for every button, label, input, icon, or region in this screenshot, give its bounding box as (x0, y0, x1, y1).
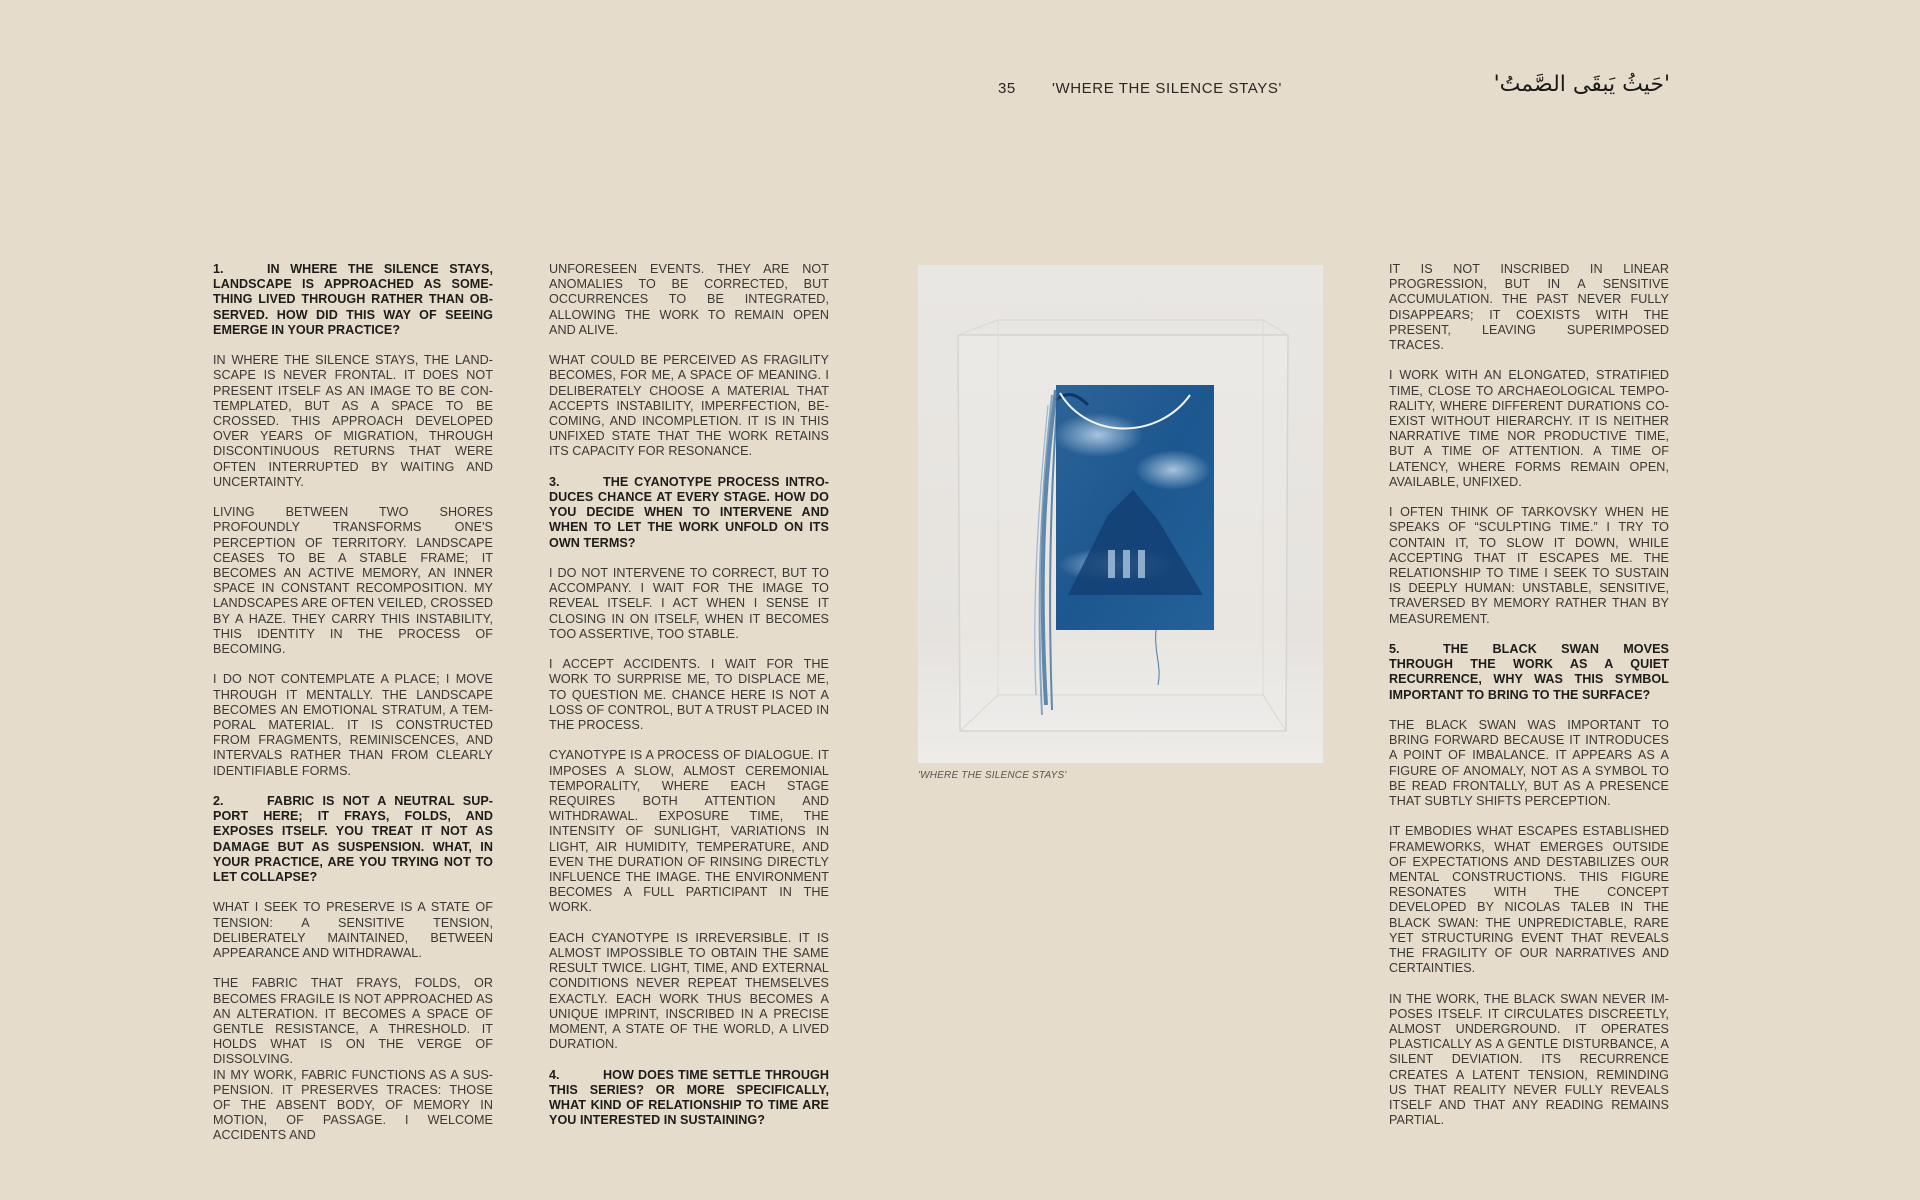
answer-paragraph: IN WHERE THE SILENCE STAYS, THE LANDSCAPE IS NEVER FRONTAL. IT DOES NOT PRESENT ITSELF AS AN IMAGE TO BE CONTEMPLATED, BUT AS A SPACE TO BE CROSSED. THIS APPROACH DEVELOPED OVER YEARS OF MIGRATION, THROUGH DISCONTINUOUS RETURNS THAT WERE OFTEN INTERRUPTED BY WAITING AND UNCERTAINTY. (213, 353, 493, 489)
text-column-3 (1389, 262, 1669, 1144)
answer-paragraph: I OFTEN THINK OF TARKOVSKY WHEN HE SPEAKS OF “SCULPTING TIME.” I TRY TO CONTAIN IT, TO SLOW IT DOWN, WHILE ACCEPTING THAT IT ESCAPES ME. THE RELATIONSHIP TO TIME I SEEK TO SUSTAIN IS DEEPLY HUMAN: UNSTABLE, SENSITIVE, TRAVERSED BY MEMORY RATHER THAN BY MEASUREMENT. (1389, 505, 1669, 626)
answer-paragraph: I DO NOT INTERVENE TO CORRECT, BUT TO ACCOMPANY. I WAIT FOR THE IMAGE TO REVEAL ITSELF. I ACT WHEN I SENSE IT CLOSING IN ON ITSELF, WHEN IT BECOMES TOO ASSERTIVE, TOO STABLE. (549, 566, 829, 641)
question-text: IN WHERE THE SILENCE STAYS, LANDSCAPE IS APPROACHED AS SOMETHING LIVED THROUGH RATHER THAN OBSERVED. HOW DID THIS WAY OF SEEING EMERGE IN YOUR PRACTICE? (213, 262, 493, 337)
answer-paragraph: THE FABRIC THAT FRAYS, FOLDS, OR BECOMES FRAGILE IS NOT APPROACHED AS AN ALTERATION. IT BECOMES A SPACE OF GENTLE RESISTANCE, A THRESHOLD. IT HOLDS WHAT IS ON THE VERGE OF DISSOLVING. (213, 976, 493, 1067)
question-text: FABRIC IS NOT A NEUTRAL SUPPORT HERE; IT FRAYS, FOLDS, AND EXPOSES ITSELF. YOU TREAT IT NOT AS DAMAGE BUT AS SUSPENSION. WHAT, IN YOUR PRACTICE, ARE YOU TRYING NOT TO LET COLLAPSE? (213, 794, 493, 885)
answer-paragraph: THE BLACK SWAN WAS IMPORTANT TO BRING FORWARD BECAUSE IT INTRODUCES A POINT OF IMBALANCE. IT APPEARS AS A FIGURE OF ANOMALY, NOT AS A SYMBOL TO BE READ FRONTALLY, BUT AS A PRESENCE THAT SUBTLY SHIFTS PERCEPTION. (1389, 718, 1669, 809)
question-number: 4. (549, 1067, 560, 1082)
cyanotype-cloud (1053, 413, 1143, 457)
answer-paragraph: IN THE WORK, THE BLACK SWAN NEVER IMPOSES ITSELF. IT CIRCULATES DISCREETLY, ALMOST UNDERGROUND. IT OPERATES PLASTICALLY AS A GENTLE DISTURBANCE, A SILENT DEVIATION. ITS RECURRENCE CREATES A LATENT TENSION, REMINDING US THAT REALITY NEVER FULLY REVEALS ITSELF AND THAT ANY READING REMAINS PARTIAL. (1389, 991, 1669, 1128)
answer-paragraph: I DO NOT CONTEMPLATE A PLACE; I MOVE THROUGH IT MENTALLY. THE LANDSCAPE BECOMES AN EMOTIONAL STRATUM, A TEMPORAL MATERIAL. IT IS CONSTRUCTED FROM FRAGMENTS, REMINISCENCES, AND INTERVALS RATHER THAN FROM CLEARLY IDENTIFIABLE FORMS. (213, 672, 493, 778)
figure-caption: 'WHERE THE SILENCE STAYS' (918, 770, 1067, 781)
answer-paragraph: EACH CYANOTYPE IS IRREVERSIBLE. IT IS ALMOST IMPOSSIBLE TO OBTAIN THE SAME RESULT TWICE. LIGHT, TIME, AND EXTERNAL CONDITIONS NEVER REPEAT THEMSELVES EXACTLY. EACH WORK THUS BECOMES A UNIQUE IMPRINT, INSCRIBED IN A PRECISE MOMENT, A STATE OF THE WORLD, A LIVED DURATION. (549, 930, 829, 1052)
cyanotype-column (1108, 550, 1115, 578)
question-4 (549, 1068, 829, 1129)
question-5 (1389, 642, 1669, 703)
answer-paragraph: UNFORESEEN EVENTS. THEY ARE NOT ANOMALIES TO BE CORRECTED, BUT OCCURRENCES TO BE INTEGRATED, ALLOWING THE WORK TO REMAIN OPEN AND ALIVE. (549, 262, 829, 337)
question-number: 1. (213, 262, 224, 276)
question-text: HOW DOES TIME SETTLE THROUGH THIS SERIES? OR MORE SPECIFICALLY, WHAT KIND OF RELATIONSHIP TO TIME ARE YOU INTERESTED IN SUSTAINING? (549, 1067, 829, 1128)
question-text: THE CYANOTYPE PROCESS INTRODUCES CHANCE AT EVERY STAGE. HOW DO YOU DECIDE WHEN TO INTERVENE AND WHEN TO LET THE WORK UNFOLD ON ITS OWN TERMS? (549, 474, 829, 550)
text-column-1 (213, 262, 493, 1159)
question-3 (549, 475, 829, 551)
answer-paragraph: I WORK WITH AN ELONGATED, STRATIFIED TIME, CLOSE TO ARCHAEOLOGICAL TEMPORALITY, WHERE DIFFERENT DURATIONS COEXIST WITHOUT HIERARCHY. IT IS NEITHER NARRATIVE TIME NOR PRODUCTIVE TIME, BUT A TIME OF ATTENTION. A TIME OF LATENCY, WHERE FORMS REMAIN OPEN, AVAILABLE, UNFIXED. (1389, 368, 1669, 489)
cyanotype-cloud (1135, 450, 1211, 490)
text-column-2 (549, 262, 829, 1144)
question-number: 3. (549, 474, 560, 489)
cyanotype-column (1123, 550, 1130, 578)
question-number: 5. (1389, 642, 1400, 657)
answer-paragraph: IN MY WORK, FABRIC FUNCTIONS AS A SUSPENSION. IT PRESERVES TRACES: THOSE OF THE ABSENT BODY, OF MEMORY IN MOTION, OF PASSAGE. I WELCOME ACCIDENTS AND (213, 1067, 493, 1143)
page-number: 35 (998, 80, 1016, 97)
question-number: 2. (213, 794, 224, 809)
answer-paragraph: IT IS NOT INSCRIBED IN LINEAR PROGRESSION, BUT IN A SENSITIVE ACCUMULATION. THE PAST NEVER FULLY DISAPPEARS; IT COEXISTS WITH THE PRESENT, LEAVING SUPERIMPOSED TRACES. (1389, 262, 1669, 353)
answer-paragraph: LIVING BETWEEN TWO SHORES PROFOUNDLY TRANSFORMS ONE'S PERCEPTION OF TERRITORY. LANDSCAPE CEASES TO BE A STABLE FRAME; IT BECOMES AN ACTIVE MEMORY, AN INNER SPACE IN CONSTANT RECOMPOSITION. MY LANDSCAPES ARE OFTEN VEILED, CROSSED BY A HAZE. THEY CARRY THIS INSTABILITY, THIS IDENTITY IN THE PROCESS OF BECOMING. (213, 505, 493, 657)
answer-paragraph: I ACCEPT ACCIDENTS. I WAIT FOR THE WORK TO SURPRISE ME, TO DISPLACE ME, TO QUESTION ME. CHANCE HERE IS NOT A LOSS OF CONTROL, BUT A TRUST PLACED IN THE PROCESS. (549, 657, 829, 733)
artwork-photo (918, 265, 1323, 763)
answer-paragraph: WHAT I SEEK TO PRESERVE IS A STATE OF TENSION: A SENSITIVE TENSION, DELIBERATELY MAINTAINED, BETWEEN APPEARANCE AND WITHDRAWAL. (213, 900, 493, 961)
arabic-title: 'حَيثُ يَبقَى الصَّمتُ' (1493, 72, 1670, 97)
answer-paragraph: IT EMBODIES WHAT ESCAPES ESTABLISHED FRAMEWORKS, WHAT EMERGES OUTSIDE OF EXPECTATIONS AND DESTABILIZES OUR MENTAL CONSTRUCTIONS. THIS FIGURE RESONATES WITH THE CONCEPT DEVELOPED BY NICOLAS TALEB IN THE BLACK SWAN: THE UNPREDICTABLE, RARE YET STRUCTURING EVENT THAT REVEALS THE FRAGILITY OF OUR NARRATIVES AND CERTAINTIES. (1389, 824, 1669, 976)
running-title: 'WHERE THE SILENCE STAYS' (1052, 80, 1282, 97)
cyanotype-column (1138, 550, 1145, 578)
answer-paragraph: WHAT COULD BE PERCEIVED AS FRAGILITY BECOMES, FOR ME, A SPACE OF MEANING. I DELIBERATELY CHOOSE A MATERIAL THAT ACCEPTS INSTABILITY, IMPERFECTION, BECOMING, AND INCOMPLETION. IT IS IN THIS UNFIXED STATE THAT THE WORK RETAINS ITS CAPACITY FOR RESONANCE. (549, 353, 829, 459)
question-2 (213, 794, 493, 885)
answer-paragraph: CYANOTYPE IS A PROCESS OF DIALOGUE. IT IMPOSES A SLOW, ALMOST CEREMONIAL TEMPORALITY, WHERE EACH STAGE REQUIRES BOTH ATTENTION AND WITHDRAWAL. EXPOSURE TIME, THE INTENSITY OF SUNLIGHT, VARIATIONS IN LIGHT, AIR HUMIDITY, TEMPERATURE, AND EVEN THE DURATION OF RINSING DIRECTLY INFLUENCE THE IMAGE. THE ENVIRONMENT BECOMES A FULL PARTICIPANT IN THE WORK. (549, 748, 829, 915)
question-text: THE BLACK SWAN MOVES THROUGH THE WORK AS A QUIET RECURRENCE, WHY WAS THIS SYMBOL IMPORTANT TO BRING TO THE SURFACE? (1389, 642, 1669, 702)
cyanotype-in-acrylic-box (918, 265, 1323, 763)
question-1 (213, 262, 493, 338)
